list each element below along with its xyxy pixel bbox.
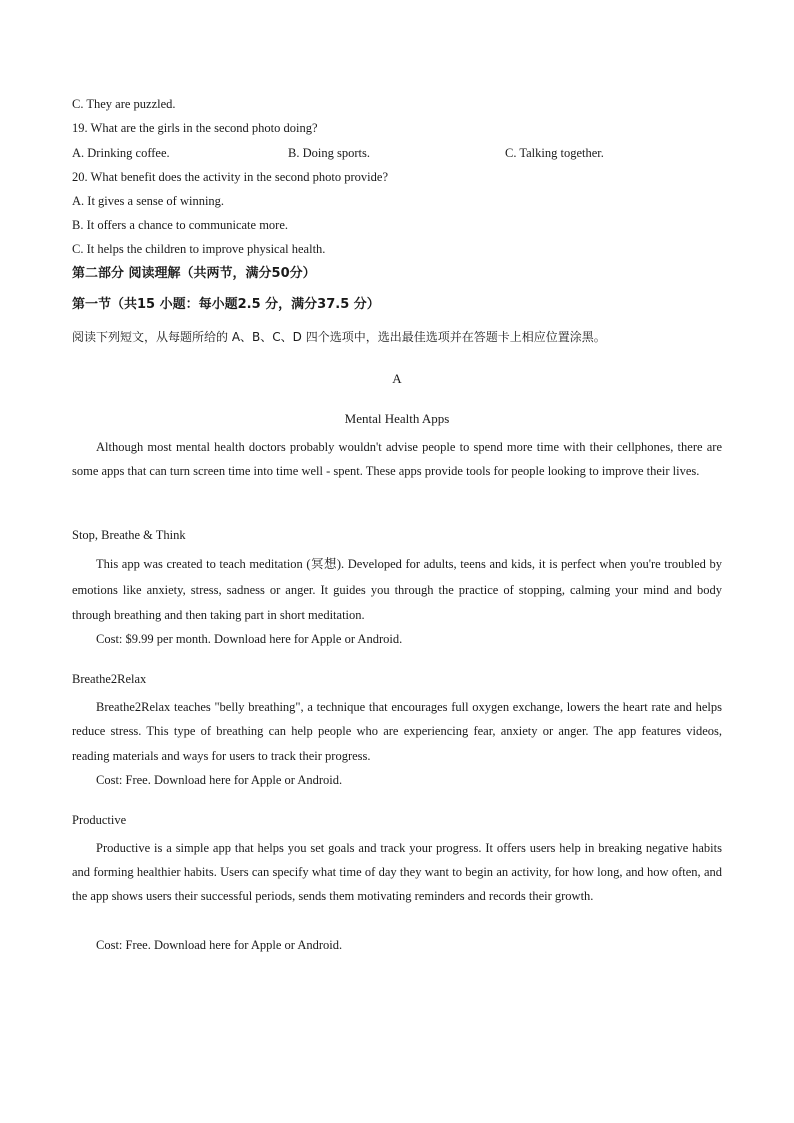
q20-option-b: B. It offers a chance to communicate more. [72,218,289,232]
app-description-breathe2relax: Breathe2Relax teaches "belly breathing", a technique that encourages full oxygen exchange, lowers the heart rate and helps reduce stress. This type of breathing can help people who are experiencing fear, anxiety or anger. The app features videos, reading materials and ways for users to track their progress. [72,700,722,763]
app-name-breathe2relax: Breathe2Relax [72,672,147,686]
passage-label: A [392,371,402,386]
instructions: 阅读下列短文，从每题所给的 A、B、C、D 四个选项中，选出最佳选项并在答题卡上相应位置涂黑。 [72,330,606,344]
passage-title: Mental Health Apps [344,411,450,426]
q19-option-a: A. Drinking coffee. [72,146,170,160]
app-description-stop-breathe-think: This app was created to teach meditation (冥想). Developed for adults, teens and kids, it is perfect when you're troubled by emotions like anxiety, stress, sadness or anger. It guides you through the practice of stopping, calming your mind and body through breathing and then taking part in short meditation. [72,557,722,622]
q18-option-c: C. They are puzzled. [72,97,176,111]
q19-stem: 19. What are the girls in the second photo doing? [72,121,318,135]
section-heading: 第一节（共15 小题：每小题2.5 分，满分37.5 分） [72,297,380,312]
app-cost-productive: Cost: Free. Download here for Apple or Android. [96,938,343,952]
q20-option-c: C. It helps the children to improve physical health. [72,242,326,256]
app-name-productive: Productive [72,813,127,827]
q19-option-b: B. Doing sports. [288,146,370,160]
app-name-stop-breathe-think: Stop, Breathe & Think [72,528,186,542]
part-heading: 第二部分 阅读理解（共两节，满分50分） [72,266,316,281]
q19-option-c: C. Talking together. [505,146,604,160]
q20-stem: 20. What benefit does the activity in the second photo provide? [72,170,389,184]
app-description-productive: Productive is a simple app that helps you set goals and track your progress. It offers users help in breaking negative habits and forming healthier habits. Users can specify what time of day they want to begin an activity, for how long, and how often, and the app shows users their successful periods, sends them motivating reminders and records their growth. [72,841,722,903]
passage-intro: Although most mental health doctors probably wouldn't advise people to spend more time with their cellphones, there are some apps that can turn screen time into time well - spent. These apps provide tools for people looking to improve their lives. [72,440,722,479]
app-cost-stop-breathe-think: Cost: $9.99 per month. Download here for Apple or Android. [96,632,403,646]
q20-option-a: A. It gives a sense of winning. [72,194,225,208]
app-cost-breathe2relax: Cost: Free. Download here for Apple or Android. [96,773,343,787]
